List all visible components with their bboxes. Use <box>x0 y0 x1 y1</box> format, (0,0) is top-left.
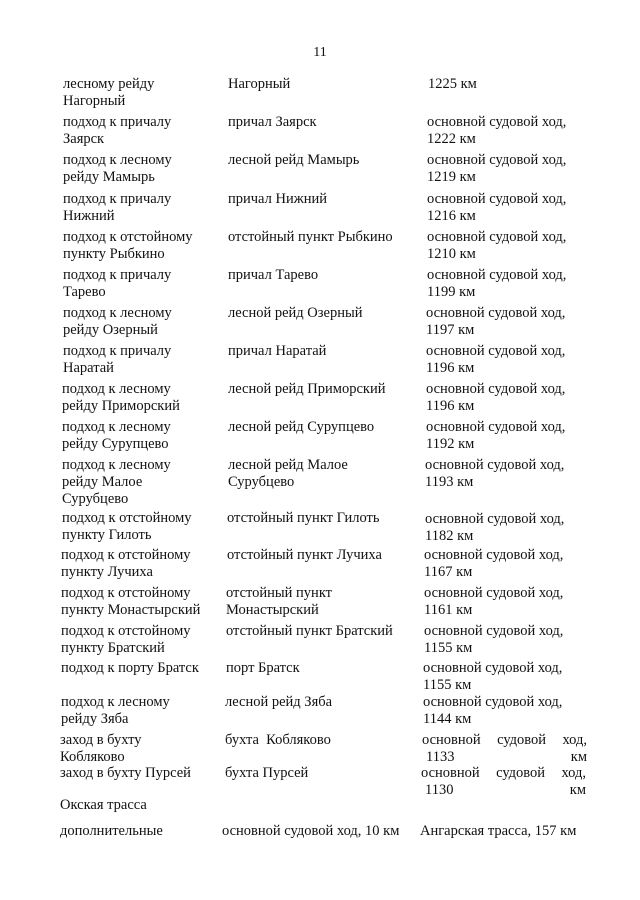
destination-cell: причал Нижний <box>228 191 328 207</box>
reference-cell: основной судовой ход, 1199 км <box>427 267 567 300</box>
reference-cell: основной судовой ход, 1130 км <box>421 765 586 798</box>
approach-cell: подход к причалу Нижний <box>63 191 172 224</box>
destination-cell: лесной рейд Озерный <box>228 305 363 321</box>
destination-cell: причал Тарево <box>228 267 319 283</box>
destination-cell: лесной рейд Малое Сурубцево <box>228 457 348 490</box>
table-row <box>0 419 640 459</box>
approach-cell: подход к лесному рейду Мамырь <box>63 152 172 185</box>
reference-cell: основной судовой ход, 1133 км <box>422 732 587 765</box>
approach-cell: подход к лесному рейду Сурупцево <box>62 419 171 452</box>
table-row <box>0 623 640 663</box>
destination-cell: отстойный пункт Гилоть <box>227 510 380 526</box>
table-row <box>0 547 640 587</box>
reference-cell: основной судовой ход, 1197 км <box>426 305 566 338</box>
table-row <box>0 343 640 383</box>
approach-cell: подход к отстойному пункту Лучиха <box>61 547 191 580</box>
table-row <box>0 114 640 154</box>
table-row <box>0 823 640 843</box>
reference-cell: основной судовой ход, 1155 км <box>423 660 563 693</box>
table-row <box>0 152 640 192</box>
reference-cell: Ангарская трасса, 157 км <box>420 823 577 839</box>
reference-cell: основной судовой ход, 1161 км <box>424 585 564 618</box>
destination-cell: лесной рейд Зяба <box>225 694 333 710</box>
approach-cell: подход к отстойному пункту Братский <box>61 623 191 656</box>
destination-cell: причал Наратай <box>228 343 327 359</box>
approach-cell: заход в бухту Пурсей <box>60 765 191 781</box>
approach-cell: подход к лесному рейду Зяба <box>61 694 170 727</box>
reference-cell: основной судовой ход, 1192 км <box>426 419 566 452</box>
approach-cell: подход к отстойному пункту Гилоть <box>62 510 192 543</box>
table-row <box>0 76 640 116</box>
table-row <box>0 510 640 550</box>
table-row <box>0 229 640 269</box>
reference-cell: основной судовой ход, 1219 км <box>427 152 567 185</box>
reference-cell: основной судовой ход, 1210 км <box>427 229 567 262</box>
approach-cell: подход к причалу Заярск <box>63 114 172 147</box>
reference-cell: основной судовой ход, 1155 км <box>424 623 564 656</box>
reference-cell: основной судовой ход, 1193 км <box>425 457 565 490</box>
approach-cell: подход к лесному рейду Озерный <box>63 305 172 338</box>
table-row <box>0 381 640 421</box>
approach-cell: подход к лесному рейду Малое Сурубцево <box>62 457 171 507</box>
reference-cell: основной судовой ход, 1216 км <box>427 191 567 224</box>
table-row <box>0 585 640 625</box>
destination-cell: отстойный пункт Лучиха <box>227 547 382 563</box>
destination-cell: порт Братск <box>226 660 300 676</box>
destination-cell: бухта Пурсей <box>225 765 309 781</box>
approach-cell: подход к отстойному пункту Рыбкино <box>63 229 193 262</box>
page-number: 11 <box>313 45 327 60</box>
approach-cell: подход к причалу Тарево <box>63 267 172 300</box>
destination-cell: бухта Кобляково <box>225 732 331 748</box>
reference-cell: основной судовой ход, 1196 км <box>426 381 566 414</box>
destination-cell: лесной рейд Мамырь <box>228 152 360 168</box>
section-title: Окская трасса <box>60 797 147 813</box>
table-row <box>0 305 640 345</box>
destination-cell: причал Заярск <box>228 114 317 130</box>
table-row <box>0 457 640 513</box>
reference-cell: основной судовой ход, 1196 км <box>426 343 566 376</box>
destination-cell: отстойный пункт Монастырский <box>226 585 333 618</box>
destination-cell: лесной рейд Сурупцево <box>228 419 375 435</box>
approach-cell: подход к причалу Наратай <box>63 343 172 376</box>
destination-cell: основной судовой ход, 10 км <box>222 823 400 839</box>
destination-cell: лесной рейд Приморский <box>228 381 386 397</box>
reference-cell: основной судовой ход, 1144 км <box>423 694 563 727</box>
table-row <box>0 694 640 734</box>
table-row <box>0 267 640 307</box>
reference-cell: основной судовой ход, 1182 км <box>425 511 565 544</box>
table-row <box>0 191 640 231</box>
destination-cell: Нагорный <box>228 76 291 92</box>
approach-cell: подход к лесному рейду Приморский <box>62 381 180 414</box>
destination-cell: отстойный пункт Братский <box>226 623 393 639</box>
approach-cell: подход к порту Братск <box>61 660 199 676</box>
reference-cell: основной судовой ход, 1222 км <box>427 114 567 147</box>
destination-cell: отстойный пункт Рыбкино <box>228 229 393 245</box>
approach-cell: заход в бухту Кобляково <box>60 732 142 765</box>
approach-cell: лесному рейду Нагорный <box>63 76 155 109</box>
reference-cell: основной судовой ход, 1167 км <box>424 547 564 580</box>
approach-cell: подход к отстойному пункту Монастырский <box>61 585 201 618</box>
approach-cell: дополнительные <box>60 823 163 839</box>
reference-cell: 1225 км <box>428 76 477 92</box>
